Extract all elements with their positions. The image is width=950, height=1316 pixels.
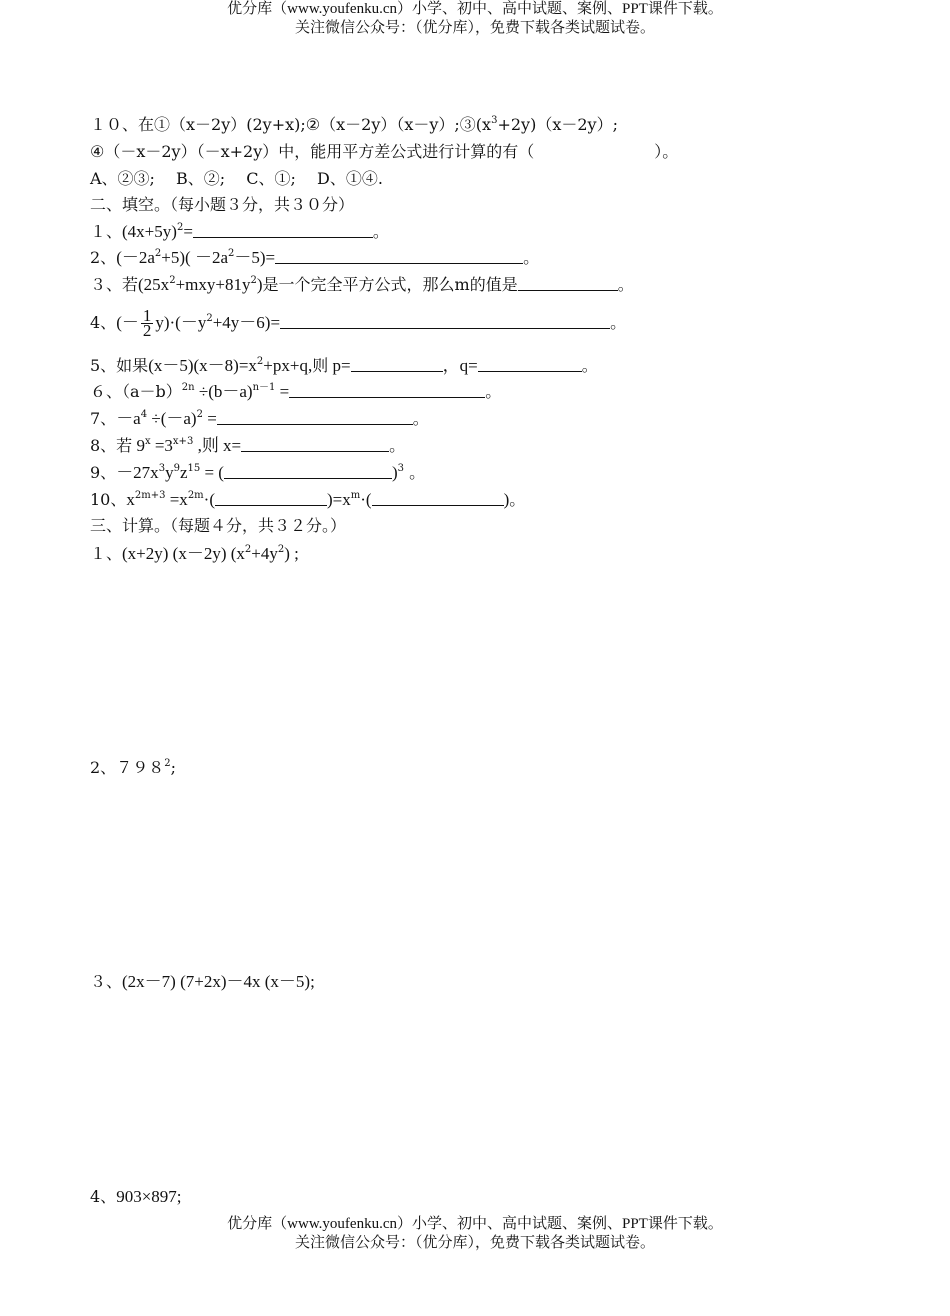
- fill-item-5: 5、如果$(x-5)(x-8)=x^2+px+q$,则 p= ，q= 。: [90, 356, 598, 375]
- fill-item-6: ６、$(a-b)^{2n} \div(b-a)^{n-1}$ = 。: [90, 382, 502, 401]
- answer-blank[interactable]: [193, 223, 373, 238]
- fill-item-1: １、$(4x+5y)^2=$ 。: [90, 222, 389, 241]
- answer-blank[interactable]: [241, 437, 389, 452]
- fraction-one-half: $\frac{1}{2}$: [142, 306, 152, 340]
- question-10-line-2: ④（－x－2y）（－x+2y）中，能用平方差公式进行计算的有（ ）。: [90, 142, 679, 161]
- footer-line-1: 优分库（www.youfenku.cn）小学、初中、高中试题、案例、PPT课件下载。: [227, 1216, 723, 1232]
- answer-blank[interactable]: [275, 249, 523, 264]
- question-10-options: A、②③; B、②; C、①; D、①④.: [90, 169, 383, 188]
- answer-blank[interactable]: [518, 276, 618, 291]
- calc-item-2: 2、$798^2$;: [90, 758, 176, 777]
- section-3-title: 三、计算。（每题４分，共３２分。）: [90, 516, 347, 535]
- answer-blank[interactable]: [217, 410, 413, 425]
- footer-line-2: 关注微信公众号：（优分库），免费下载各类试题试卷。: [294, 1235, 655, 1251]
- answer-blank[interactable]: [289, 383, 485, 398]
- section-2-title: 二、填空。（每小题３分，共３０分）: [90, 195, 355, 214]
- answer-blank-q[interactable]: [478, 357, 582, 372]
- calc-item-3: ３、(2x－7) (7+2x)－4x (x－5);: [90, 972, 315, 991]
- page-header: [0, 0, 950, 38]
- answer-blank[interactable]: [280, 314, 610, 329]
- answer-blank-p[interactable]: [351, 357, 443, 372]
- answer-blank-2[interactable]: [372, 491, 504, 506]
- fill-item-10: 10、$x^{2m+3} =x^{2m}\cdot$( )$=x^m\cdot$( )。: [90, 490, 526, 509]
- page-footer: [0, 1215, 950, 1253]
- fill-item-2: 2、$(-2a^2+5)( -2a^2-5)=$ 。: [90, 248, 540, 267]
- fill-item-8: 8、若 $9^x =3^{x+3}$ ,则 x= 。: [90, 436, 406, 455]
- fill-item-4: 4、(－ $\frac{1}{2}$ $y)\cdot(-y^2+4y-6)=$ 。: [90, 306, 627, 340]
- calc-item-1: １、(x+2y) (x－2y) $(x^2+4y^2)$ ;: [90, 544, 299, 563]
- header-line-1: 优分库（www.youfenku.cn）小学、初中、高中试题、案例、PPT课件下载。: [227, 1, 723, 17]
- fill-item-9: 9、$-27x^3y^9z^{15}$ = ( )$^3$ 。: [90, 463, 426, 482]
- fill-item-3: ３、若$(25x^2+mxy+81y^2)$是一个完全平方公式，那么m的值是 。: [90, 275, 634, 294]
- question-10-line-1: １０、在$①(x-2y)(2y+x);②(x-2y)(x-y);③(x^3+2y)(x-2y)$;: [90, 115, 618, 134]
- fill-item-7: 7、$-a^4 \div(-a)^2$ = 。: [90, 409, 429, 428]
- header-line-2: 关注微信公众号：（优分库），免费下载各类试题试卷。: [294, 20, 655, 36]
- calc-item-4: 4、903×897;: [90, 1187, 182, 1206]
- answer-blank[interactable]: [224, 464, 392, 479]
- answer-blank-1[interactable]: [215, 491, 327, 506]
